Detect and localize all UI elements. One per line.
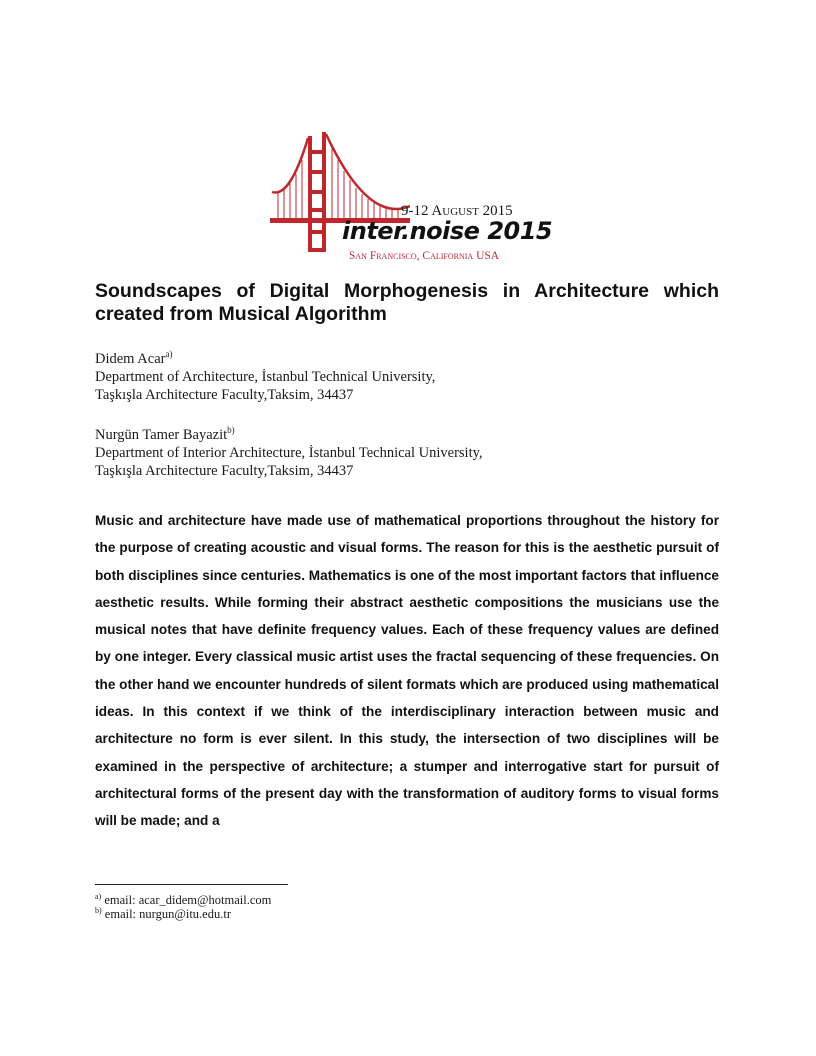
author-name: Nurgün Tamer Bayazit bbox=[95, 427, 228, 443]
author-name-line bbox=[95, 426, 735, 444]
author-block bbox=[95, 426, 735, 480]
author-block bbox=[95, 350, 735, 404]
conference-date: 9-12 August 2015 bbox=[401, 203, 513, 219]
footnote-marker: b) bbox=[95, 905, 102, 915]
footnote-text: email: acar_didem@hotmail.com bbox=[104, 893, 272, 907]
conference-logo bbox=[270, 128, 553, 268]
affiliation-line: Department of Architecture, İstanbul Technical University, bbox=[95, 369, 436, 385]
footnote-text: email: nurgun@itu.edu.tr bbox=[104, 907, 231, 921]
footnote-marker: a) bbox=[95, 891, 102, 901]
conference-location: San Francisco, California USA bbox=[349, 250, 500, 262]
author-marker: b) bbox=[227, 425, 235, 436]
footnote-divider bbox=[95, 884, 288, 885]
author-marker: a) bbox=[165, 349, 173, 360]
affiliation-line: Department of Interior Architecture, İstanbul Technical University, bbox=[95, 445, 483, 461]
affiliation-line: Taşkışla Architecture Faculty,Taksim, 34437 bbox=[95, 387, 354, 403]
footnote bbox=[95, 907, 231, 922]
paper-title: Soundscapes of Digital Morphogenesis in Architecture which created from Musical Algorithm bbox=[95, 280, 719, 325]
footnote bbox=[95, 893, 271, 908]
conference-name: inter.noise 2015 bbox=[342, 217, 553, 245]
abstract-text: Music and architecture have made use of mathematical proportions throughout the history for the purpose of creating acoustic and visual forms. The reason for this is the aesthetic pursuit of both disciplines since centuries. Mathematics is one of the most important factors that influence aesthetic results. While forming their abstract aesthetic compositions the musicians use the musical notes that have definite frequency values. Each of these frequency values are defined by one integer. Every classical music artist uses the fractal sequencing of these frequencies. On the other hand we encounter hundreds of silent formats which are produced using mathematical ideas. In this context if we think of the interdisciplinary interaction between music and architecture no form is ever silent. In this study, the intersection of two disciplines will be examined in the perspective of architecture; a stumper and interrogative start for pursuit of architectural forms of the present day with the transformation of auditory forms to visual forms will be made; and a bbox=[95, 513, 719, 829]
affiliation-line: Taşkışla Architecture Faculty,Taksim, 34437 bbox=[95, 463, 354, 479]
author-name: Didem Acar bbox=[95, 351, 166, 367]
author-name-line bbox=[95, 350, 735, 368]
